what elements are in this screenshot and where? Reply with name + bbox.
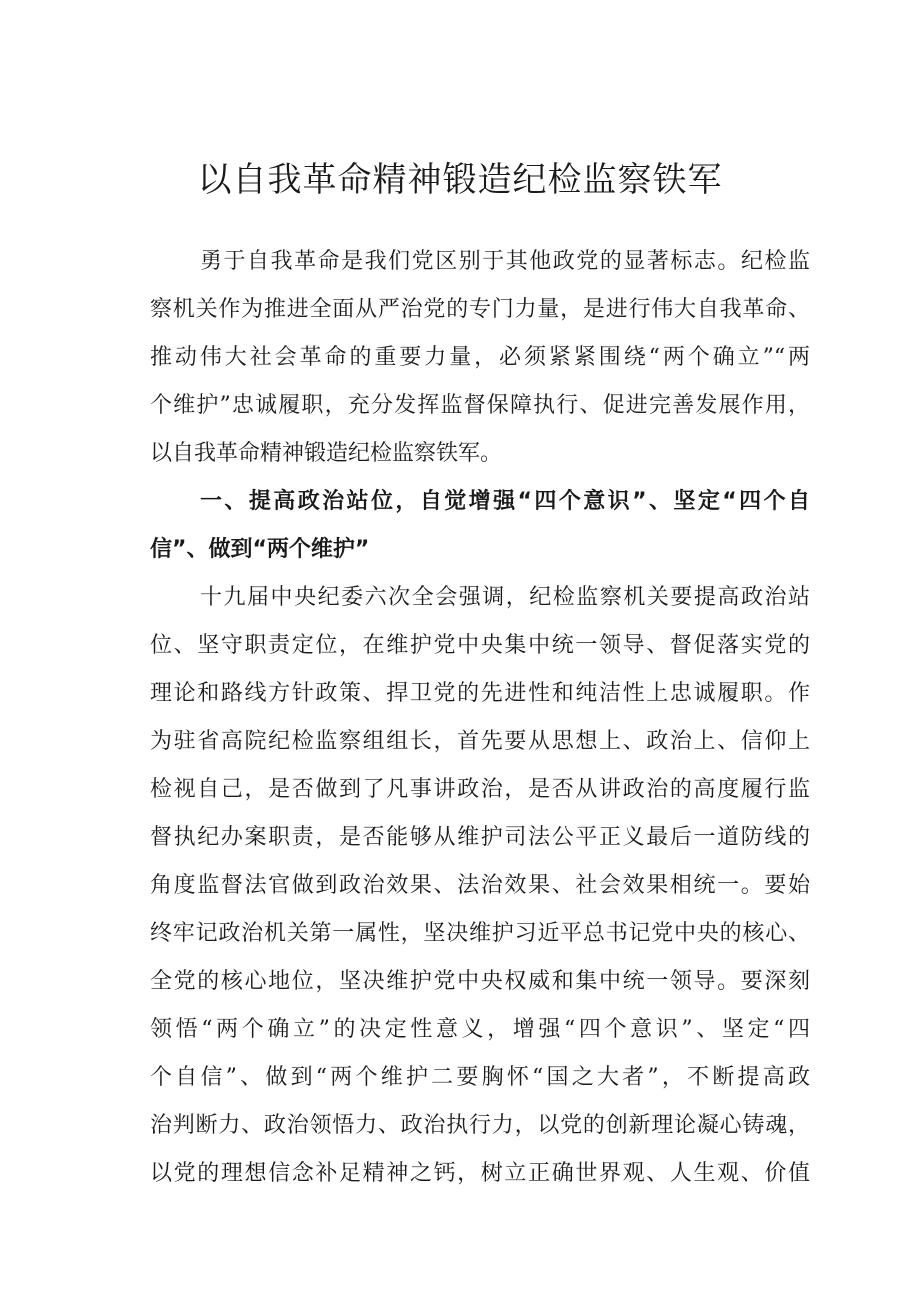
body-line-19: 治判断力、政治领悟力、政治执行力，以党的创新理论凝心铸魂，	[150, 1113, 810, 1138]
body-line-4: 个维护”忠诚履职，充分发挥监督保障执行、促进完善发展作用，	[150, 393, 810, 418]
body-line-15: 终牢记政治机关第一属性，坚决维护习近平总书记党中央的核心、	[150, 921, 810, 946]
document-title: 以自我革命精神锻造纪检监察铁军	[197, 160, 723, 200]
body-line-2: 察机关作为推进全面从严治党的专门力量，是进行伟大自我革命、	[150, 297, 810, 322]
body-line-1: 勇于自我革命是我们党区别于其他政党的显著标志。纪检监	[200, 249, 810, 274]
body-line-3: 推动伟大社会革命的重要力量，必须紧紧围绕“两个确立”“两	[150, 345, 810, 370]
body-line-5: 以自我革命精神锻造纪检监察铁军。	[150, 441, 503, 466]
section-heading-line-1: 一、提高政治站位，自觉增强“四个意识”、坚定“四个自	[200, 489, 810, 514]
body-line-16: 全党的核心地位，坚决维护党中央权威和集中统一领导。要深刻	[150, 969, 810, 994]
body-line-18: 个自信”、做到“两个维护二要胸怀“国之大者”，不断提高政	[150, 1065, 810, 1090]
section-heading-line-2: 信”、做到“两个维护”	[150, 537, 370, 562]
body-line-11: 为驻省高院纪检监察组组长，首先要从思想上、政治上、信仰上	[150, 729, 810, 754]
body-line-13: 督执纪办案职责，是否能够从维护司法公平正义最后一道防线的	[150, 825, 810, 850]
body-line-8: 十九届中央纪委六次全会强调，纪检监察机关要提高政治站	[200, 585, 810, 610]
body-line-14: 角度监督法官做到政治效果、法治效果、社会效果相统一。要始	[150, 873, 810, 898]
body-line-20: 以党的理想信念补足精神之钙，树立正确世界观、人生观、价值	[150, 1161, 810, 1186]
body-line-9: 位、坚守职责定位，在维护党中央集中统一领导、督促落实党的	[150, 633, 810, 658]
body-line-17: 领悟“两个确立”的决定性意义，增强“四个意识”、坚定“四	[150, 1017, 810, 1042]
body-line-10: 理论和路线方针政策、捍卫党的先进性和纯洁性上忠诚履职。作	[150, 681, 810, 706]
body-line-12: 检视自己，是否做到了凡事讲政治，是否从讲政治的高度履行监	[150, 777, 810, 802]
